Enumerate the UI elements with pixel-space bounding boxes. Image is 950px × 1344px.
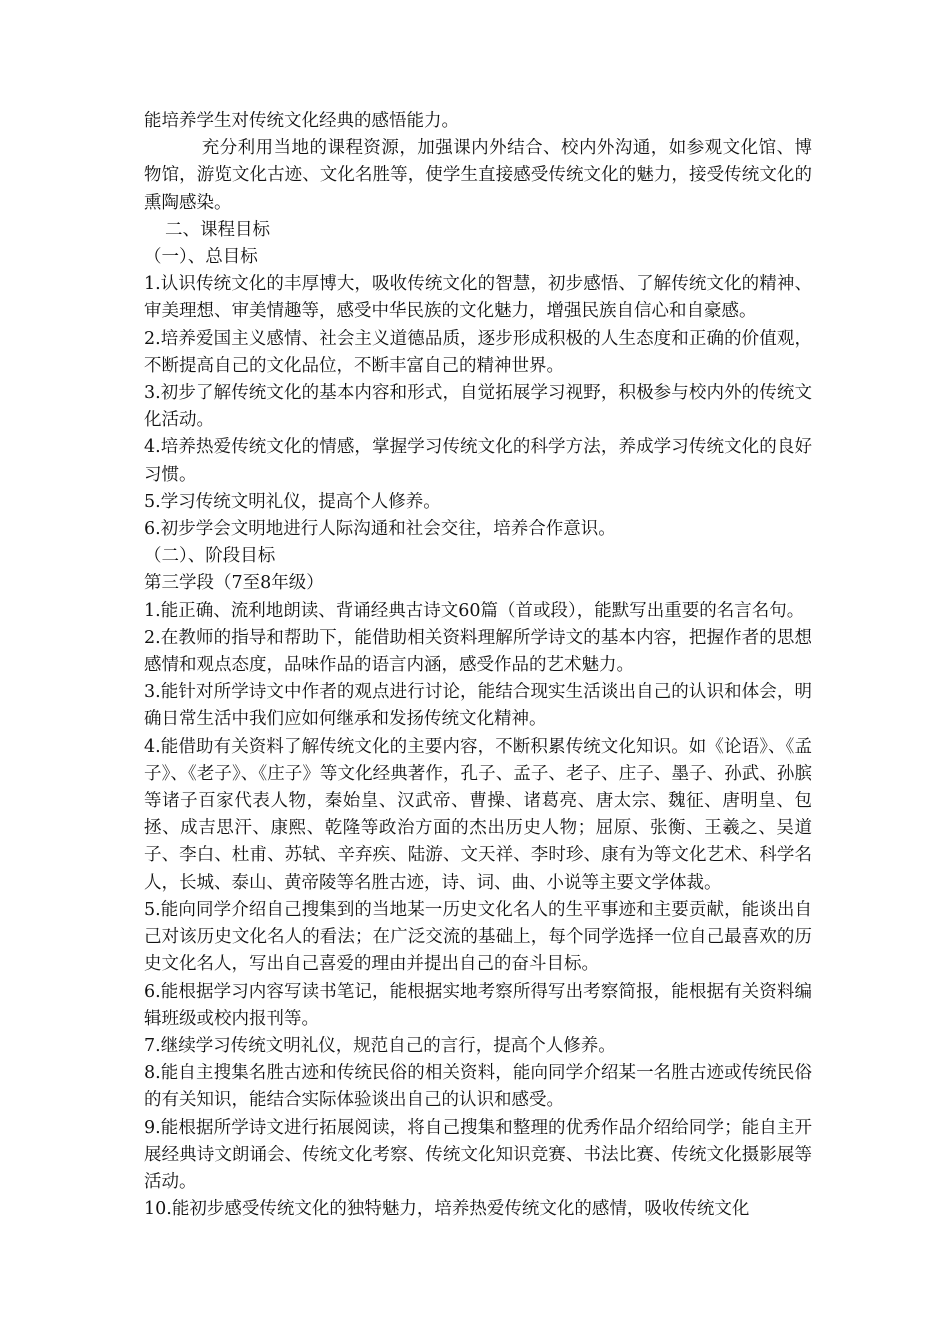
list-item: 5.能向同学介绍自己搜集到的当地某一历史文化名人的生平事迹和主要贡献，能谈出自己对该历史文化名人的看法；在广泛交流的基础上，每个同学选择一位自己最喜欢的历史文化名人，写出自己喜爱的理由并提出自己的奋斗目标。 [144,899,812,975]
section-heading-course-goals: 二、课程目标 [165,219,270,240]
list-item: 5.学习传统文明礼仪，提高个人修养。 [144,491,441,512]
list-item: 6.能根据学习内容写读书笔记，能根据实地考察所得写出考察简报，能根据有关资料编辑班级或校内报刊等。 [144,981,812,1029]
subheading-stage-goals: （二）、阶段目标 [144,546,276,567]
document-page [144,108,812,1223]
list-item: 7.继续学习传统文明礼仪，规范自己的言行，提高个人修养。 [144,1035,616,1056]
list-item: 3.初步了解传统文化的基本内容和形式，自觉拓展学习视野，积极参与校内外的传统文化活动。 [144,383,812,431]
list-item: 4.培养热爱传统文化的情感，掌握学习传统文化的科学方法，养成学习传统文化的良好习惯。 [144,437,812,485]
paragraph-course-resources: 充分利用当地的课程资源，加强课内外结合、校内外沟通，如参观文化馆、博物馆，游览文化古迹、文化名胜等，使学生直接感受传统文化的魅力，接受传统文化的熏陶感染。 [144,138,812,213]
list-item: 2.在教师的指导和帮助下，能借助相关资料理解所学诗文的基本内容，把握作者的思想感情和观点态度，品味作品的语言内涵，感受作品的艺术魅力。 [144,627,812,676]
list-item: 2.培养爱国主义感情、社会主义道德品质，逐步形成积极的人生态度和正确的价值观，不断提高自己的文化品位，不断丰富自己的精神世界。 [144,328,812,376]
paragraph-continuation: 能培养学生对传统文化经典的感悟能力。 [144,111,459,131]
list-item: 6.初步学会文明地进行人际沟通和社会交往，培养合作意识。 [144,519,616,540]
stage-title: 第三学段（7至8年级） [144,573,324,594]
list-item: 3.能针对所学诗文中作者的观点进行讨论，能结合现实生活谈出自己的认识和体会，明确日常生活中我们应如何继承和发扬传统文化精神。 [144,682,812,730]
list-item: 4.能借助有关资料了解传统文化的主要内容，不断积累传统文化知识。如《论语》、《孟子》、《老子》、《庄子》等文化经典著作，孔子、孟子、老子、庄子、墨子、孙武、孙膑等诸子百家代表人物，秦始皇、汉武帝、曹操、诸葛亮、唐太宗、魏征、唐明皇、包拯、成吉思汗、康熙、乾隆等政治方面的杰出历史人物；屈原、张衡、王羲之、吴道子、李白、杜甫、苏轼、辛弃疾、陆游、文天祥、李时珍、康有为等文化艺术、科学名人，长城、泰山、黄帝陵等名胜古迹，诗、词、曲、小说等主要文学体裁。 [144,736,812,893]
list-item: 1.能正确、流利地朗读、背诵经典古诗文60篇（首或段），能默写出重要的名言名句。 [144,600,805,621]
list-item: 1.认识传统文化的丰厚博大，吸收传统文化的智慧，初步感悟、了解传统文化的精神、审美理想、审美情趣等，感受中华民族的文化魅力，增强民族自信心和自豪感。 [144,274,812,322]
list-item: 9.能根据所学诗文进行拓展阅读，将自己搜集和整理的优秀作品介绍给同学；能自主开展经典诗文朗诵会、传统文化考察、传统文化知识竞赛、书法比赛、传统文化摄影展等活动。 [144,1117,812,1192]
list-item: 10.能初步感受传统文化的独特魅力，培养热爱传统文化的感情，吸收传统文化 [144,1199,750,1220]
subheading-overall-goals: （一）、总目标 [144,247,258,268]
list-item: 8.能自主搜集名胜古迹和传统民俗的相关资料，能向同学介绍某一名胜古迹或传统民俗的有关知识，能结合实际体验谈出自己的认识和感受。 [144,1063,812,1111]
